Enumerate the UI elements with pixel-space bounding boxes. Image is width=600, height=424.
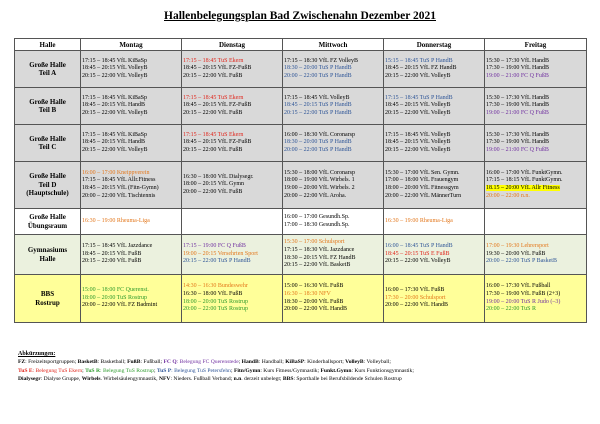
booking-entry: 18:00 – 20:15 VfL Gymn bbox=[183, 181, 244, 188]
booking-entry: 18:30 – 20:15 VfL FZ HandB bbox=[284, 254, 356, 261]
booking-entry: 20:15 – 22:00 VfL VolleyB bbox=[385, 109, 451, 116]
booking-entry: 16:00 – 17:30 VfL FußB bbox=[385, 287, 445, 294]
booking-entry: 15:30 – 18:00 VfL Coronarsp bbox=[284, 169, 355, 176]
booking-entry: 20:15 – 22:00 VfL VolleyB bbox=[385, 258, 451, 265]
booking-entry: 17:15 – 18:45 VfL KiBaSp bbox=[82, 94, 148, 101]
slot-cell-freitag bbox=[485, 235, 587, 275]
booking-entry: 17:15 – 18:30 VfL Jazzdance bbox=[284, 246, 355, 253]
booking-entry: 18.15 – 20:00 VfL Allr Fitness bbox=[486, 185, 560, 191]
slot-cell-montag bbox=[81, 235, 182, 275]
booking-entry: 18:45 – 20:15 TuS P HandB bbox=[284, 102, 352, 109]
slot-cell-donnerstag bbox=[384, 162, 485, 209]
hall-row bbox=[15, 235, 587, 275]
booking-entry: 15:30 – 17:30 VfL HandB bbox=[486, 94, 549, 101]
booking-entry: 16:00 – 17:00 Gesundh.Sp. bbox=[284, 213, 350, 220]
booking-entry: 17:00 – 19:30 Lehrersport bbox=[486, 243, 549, 250]
booking-entry: 20:00 – 22:00 TuS R bbox=[486, 306, 537, 313]
booking-entry: 17:15 – 18:45 VfL Jazzdance bbox=[82, 243, 153, 250]
slot-cell-freitag bbox=[485, 275, 587, 323]
header-montag: Montag bbox=[81, 39, 182, 51]
hall-name bbox=[15, 88, 81, 125]
booking-entry: 19:00 – 21:00 FC Q FußB bbox=[486, 72, 549, 79]
booking-entry: 15:00 – 18:00 FC Querenst. bbox=[82, 287, 149, 294]
booking-entry: 16:30 – 18:30 NFV bbox=[284, 290, 331, 297]
booking-entry: 18:45 – 20:15 TuS E FußB bbox=[385, 250, 450, 257]
legend-line: FZ: Freizeitsportgruppen; BasketB: Basketball; FußB: Fußball; FC Q: Belegung FC Querenstede; HandB: Handball; KiBaSP: Kinderballsport; VolleyB: Volleyball; bbox=[18, 359, 391, 366]
hall-name-line: Gymnasiums bbox=[27, 246, 68, 254]
header-freitag: Freitag bbox=[485, 39, 587, 51]
booking-entry: 19:00 – 20:15 Versehrten Sport bbox=[183, 250, 258, 257]
slot-cell-freitag bbox=[485, 51, 587, 88]
booking-entry: 16:30 – 19:00 Rheuma-Liga bbox=[385, 217, 453, 224]
booking-entry: 20:15 – 22:00 VfL FußB bbox=[82, 258, 142, 265]
slot-cell-mittwoch bbox=[283, 209, 384, 235]
booking-entry: 17:15 – 18:45 TuS Ekern bbox=[183, 94, 244, 101]
hall-name-line: Übungsraum bbox=[27, 221, 68, 230]
booking-entry: 17:30 – 19:00 VfL HandB bbox=[486, 139, 549, 146]
hall-row bbox=[15, 88, 587, 125]
booking-entry: 18:45 – 20:15 VfL (Fitn-Gymn) bbox=[82, 185, 159, 191]
booking-entry: 16:00 – 18:45 TuS P HandB bbox=[385, 243, 453, 250]
hall-name-line: Große Halle bbox=[29, 213, 66, 221]
legend-heading: Abkürzungen: bbox=[18, 351, 56, 357]
booking-entry: 18:45 – 20:15 VfL FZ-FußB bbox=[183, 65, 252, 72]
hall-name-line: Teil D bbox=[38, 180, 57, 189]
schedule-table bbox=[14, 38, 587, 323]
hall-row bbox=[15, 275, 587, 323]
booking-entry: 20:15 – 22:00 VfL VolleyB bbox=[82, 109, 148, 116]
booking-entry: 20:15 – 22:00 TuS P HandB bbox=[183, 258, 251, 265]
hall-row bbox=[15, 51, 587, 88]
booking-entry: 15:30 – 17:00 VfL Sen. Gymn. bbox=[385, 169, 460, 176]
booking-entry: 20:15 – 22:00 VfL FußB bbox=[183, 109, 243, 116]
slot-cell-montag bbox=[81, 275, 182, 323]
slot-cell-dienstag bbox=[182, 88, 283, 125]
hall-name bbox=[15, 51, 81, 88]
booking-entry: 19:00 – 21:00 FC Q FußB bbox=[486, 109, 549, 116]
booking-entry: 16:30 – 19:00 Rheuma-Liga bbox=[82, 217, 150, 224]
slot-cell-donnerstag bbox=[384, 88, 485, 125]
slot-cell-dienstag bbox=[182, 51, 283, 88]
booking-entry: 18:00 – 20:00 TuS Rostrup bbox=[183, 298, 249, 305]
slot-cell-donnerstag bbox=[384, 51, 485, 88]
booking-entry: 18:45 – 20:15 VfL VolleyB bbox=[385, 139, 451, 146]
hall-name-line: Halle bbox=[39, 254, 56, 263]
booking-entry: 20:00 – 22:00 TuS P HandB bbox=[284, 146, 352, 153]
slot-cell-freitag bbox=[485, 162, 587, 209]
booking-entry: 18:30 – 20:00 VfL FußB bbox=[284, 298, 344, 305]
header-mittwoch: Mittwoch bbox=[283, 39, 384, 51]
booking-entry: 17:30 – 20:00 Schulsport bbox=[385, 294, 446, 301]
booking-entry: 18:45 – 20:15 VfL VolleyB bbox=[385, 102, 451, 109]
booking-entry: 17:30 – 19:00 VfL FußB (2+3) bbox=[486, 290, 561, 297]
hall-name-line: Große Halle bbox=[29, 97, 66, 106]
booking-entry: 18:45 – 20:15 VfL FußB bbox=[82, 250, 142, 257]
booking-entry: 20:15 – 22:00 VfL FußB bbox=[183, 146, 243, 153]
booking-entry: 16:30 – 18:00 VfL Dialysegr. bbox=[183, 173, 254, 180]
booking-entry: 20:00 – 22:00 VfL HandB bbox=[385, 302, 448, 309]
booking-entry: 20:00 – 22:00 VfL FußB bbox=[183, 188, 243, 195]
booking-entry: 20:00 – 22:00 VfL Tischtennis bbox=[82, 192, 156, 199]
booking-entry: 20:00 – 22:00 n.n. bbox=[486, 192, 530, 199]
slot-cell-montag bbox=[81, 88, 182, 125]
booking-entry: 15:30 – 17:30 VfL HandB bbox=[486, 131, 549, 138]
slot-cell-freitag bbox=[485, 209, 587, 235]
booking-entry: 16:00 – 17:00 Kneippverein bbox=[82, 169, 150, 176]
booking-entry: 20:15 – 22:00 VfL FußB bbox=[183, 72, 243, 79]
booking-entry: 20:00 – 22:00 VfL FZ Badmint bbox=[82, 302, 158, 309]
booking-entry: 19:00 – 20:00 TuS R Judo (–3) bbox=[486, 298, 561, 305]
booking-entry: 16:00 – 17:00 VfL FunktGymn. bbox=[486, 169, 563, 176]
booking-entry: 17:15 – 18:45 VfL VolleyB bbox=[284, 94, 350, 101]
booking-entry: 18:45 – 20:15 VfL FZ-FußB bbox=[183, 139, 252, 146]
booking-entry: 20:00 – 22:00 VfL Aroha. bbox=[284, 192, 347, 199]
slot-cell-montag bbox=[81, 125, 182, 162]
booking-entry: 20:15 – 22:00 VfL VolleyB bbox=[82, 72, 148, 79]
booking-entry: 18:00 – 19:00 VfL Wirbels. 1 bbox=[284, 177, 355, 184]
slot-cell-dienstag bbox=[182, 275, 283, 323]
booking-entry: 17:30 – 19:00 VfL HandB bbox=[486, 65, 549, 72]
slot-cell-donnerstag bbox=[384, 125, 485, 162]
booking-entry: 17:15 – 18:45 TuS Ekern bbox=[183, 57, 244, 64]
slot-cell-freitag bbox=[485, 125, 587, 162]
slot-cell-donnerstag bbox=[384, 235, 485, 275]
booking-entry: 17:15 – 18:45 TuS P HandB bbox=[385, 94, 453, 101]
booking-entry: 19:00 – 20:00 VfL Wirbels. 2 bbox=[284, 185, 355, 191]
hall-row bbox=[15, 162, 587, 209]
booking-entry: 17:15 – 18:30 VfL FZ VolleyB bbox=[284, 57, 358, 64]
booking-entry: 20:15 – 22:00 VfL VolleyB bbox=[385, 146, 451, 153]
slot-cell-mittwoch bbox=[283, 162, 384, 209]
booking-entry: 17:15 – 18:45 VfL VolleyB bbox=[385, 131, 451, 138]
booking-entry: 18:30 – 20:00 TuS P HandB bbox=[284, 139, 352, 146]
header-dienstag: Dienstag bbox=[182, 39, 283, 51]
slot-cell-donnerstag bbox=[384, 275, 485, 323]
booking-entry: 18:00 – 20:00 TuS Rostrup bbox=[82, 294, 148, 301]
slot-cell-montag bbox=[81, 162, 182, 209]
booking-entry: 18:45 – 20:15 VfL VolleyB bbox=[82, 65, 148, 72]
slot-cell-mittwoch bbox=[283, 235, 384, 275]
legend bbox=[18, 350, 588, 384]
slot-cell-dienstag bbox=[182, 162, 283, 209]
booking-entry: 20:00 – 22:00 TuS P BasketB bbox=[486, 258, 557, 265]
slot-cell-montag bbox=[81, 209, 182, 235]
booking-entry: 18:30 – 20:00 TuS P HandB bbox=[284, 65, 352, 72]
booking-entry: 18:45 – 20:15 VfL FZ HandB bbox=[385, 65, 457, 72]
hall-name bbox=[15, 125, 81, 162]
hall-name bbox=[15, 162, 81, 209]
booking-entry: 19:00 – 21:00 FC Q FußB bbox=[486, 146, 549, 153]
booking-entry: 17:00 – 18:30 Gesundh.Sp. bbox=[284, 221, 350, 228]
booking-entry: 17:30 – 19:00 VfL HandB bbox=[486, 102, 549, 109]
booking-entry: 20:00 – 22:00 VfL MännerTurn bbox=[385, 192, 462, 199]
hall-name-line: Große Halle bbox=[29, 60, 66, 69]
hall-name-line: Teil C bbox=[38, 143, 57, 151]
slot-cell-dienstag bbox=[182, 125, 283, 162]
legend-line: Dialysegr: Dialyse Gruppe, Wirbels. Wirbelsäulengymnastik, NFV: Nieders. Fußball Verband; n.n. derzeit unbelegt; BBS: Sporthalle bei Berufsbildende Schulen Rostrup bbox=[18, 376, 402, 383]
booking-entry: 20:00 – 22:00 VfL HandB bbox=[284, 306, 347, 313]
booking-entry: 17:15 – 18:45 VfL KiBaSp bbox=[82, 57, 148, 64]
hall-name bbox=[15, 275, 81, 323]
booking-entry: 17:15 – 18:15 VfL FunktGymn. bbox=[486, 177, 563, 184]
page-title: Hallenbelegungsplan Bad Zwischenahn Dezember 2021 bbox=[164, 10, 436, 22]
booking-entry: 17:15 – 19:00 FC Q FußB bbox=[183, 243, 246, 250]
hall-name-line: Rostrup bbox=[35, 298, 60, 307]
booking-entry: 15:30 – 17:00 Schulsport bbox=[284, 239, 345, 246]
booking-entry: 16:00 – 17:30 VfL Fußball bbox=[486, 283, 551, 290]
hall-name-line: Große Halle bbox=[29, 134, 66, 143]
booking-entry: 17:15 – 18:45 VfL KiBaSp bbox=[82, 131, 148, 138]
hall-name bbox=[15, 209, 81, 235]
booking-entry: 20:15 – 22:00 VfL VolleyB bbox=[385, 72, 451, 79]
booking-entry: 16:00 – 18:30 VfL Coronarsp bbox=[284, 131, 355, 138]
slot-cell-mittwoch bbox=[283, 125, 384, 162]
slot-cell-mittwoch bbox=[283, 275, 384, 323]
booking-entry: 20:00 – 22:00 TuS P HandB bbox=[284, 72, 352, 79]
header-row bbox=[15, 39, 587, 51]
booking-entry: 16:30 – 18:00 VfL FußB bbox=[183, 290, 243, 297]
booking-entry: 19:30 – 20:00 VfL FußB bbox=[486, 250, 546, 257]
booking-entry: 17:15 – 18:45 TuS Ekern bbox=[183, 131, 244, 138]
booking-entry: 20:15 – 22:00 VfL VolleyB bbox=[82, 146, 148, 153]
booking-entry: 17:15 – 18:45 VfL Allr.Fitness bbox=[82, 177, 156, 184]
booking-entry: 17:00 – 18:00 VfL Frauengym bbox=[385, 177, 459, 184]
booking-entry: 15:30 – 17:30 VfL HandB bbox=[486, 57, 549, 64]
legend-line: TuS E: Belegung TuS Ekern; TuS R: Belegung TuS Rostrup; TuS P: Belegung TuS Petersfehn; Fitn/Gymn: Kurs Fitness/Gymnastik; Funkt.Gymn: Kurs Funktionsgymnastik; bbox=[18, 367, 414, 374]
slot-cell-mittwoch bbox=[283, 51, 384, 88]
booking-entry: 18:00 – 20:00 VfL Fitnessgym bbox=[385, 185, 459, 191]
booking-entry: 18:45 – 20:15 VfL HandB bbox=[82, 139, 145, 146]
booking-entry: 15:15 – 18:45 TuS P HandB bbox=[385, 57, 453, 64]
booking-entry: 14:30 – 16:30 Bundeswehr bbox=[183, 283, 248, 290]
slot-cell-montag bbox=[81, 51, 182, 88]
hall-row bbox=[15, 209, 587, 235]
hall-name-line: (Hauptschule) bbox=[26, 189, 69, 198]
booking-entry: 20:15 – 22:00 TuS P HandB bbox=[284, 109, 352, 116]
header-halle: Halle bbox=[15, 39, 81, 51]
slot-cell-mittwoch bbox=[283, 88, 384, 125]
hall-row bbox=[15, 125, 587, 162]
slot-cell-dienstag bbox=[182, 235, 283, 275]
hall-name-line: Große Halle bbox=[29, 172, 66, 181]
hall-name-line: BBS bbox=[40, 290, 55, 298]
booking-entry: 20:15 – 22:00 VfL BasketB bbox=[284, 262, 351, 269]
slot-cell-donnerstag bbox=[384, 209, 485, 235]
booking-entry: 18:45 – 20:15 VfL FZ-FußB bbox=[183, 102, 252, 109]
header-donnerstag: Donnerstag bbox=[384, 39, 485, 51]
hall-name bbox=[15, 235, 81, 275]
hall-name-line: Teil B bbox=[38, 106, 57, 114]
hall-name-line: Teil A bbox=[38, 69, 57, 77]
booking-entry: 18:45 – 20:15 VfL HandB bbox=[82, 102, 145, 109]
slot-cell-dienstag bbox=[182, 209, 283, 235]
booking-entry: 15:00 – 16:30 VfL FußB bbox=[284, 283, 344, 290]
slot-cell-freitag bbox=[485, 88, 587, 125]
booking-entry: 20:00 – 22:00 TuS Rostrup bbox=[183, 306, 249, 313]
